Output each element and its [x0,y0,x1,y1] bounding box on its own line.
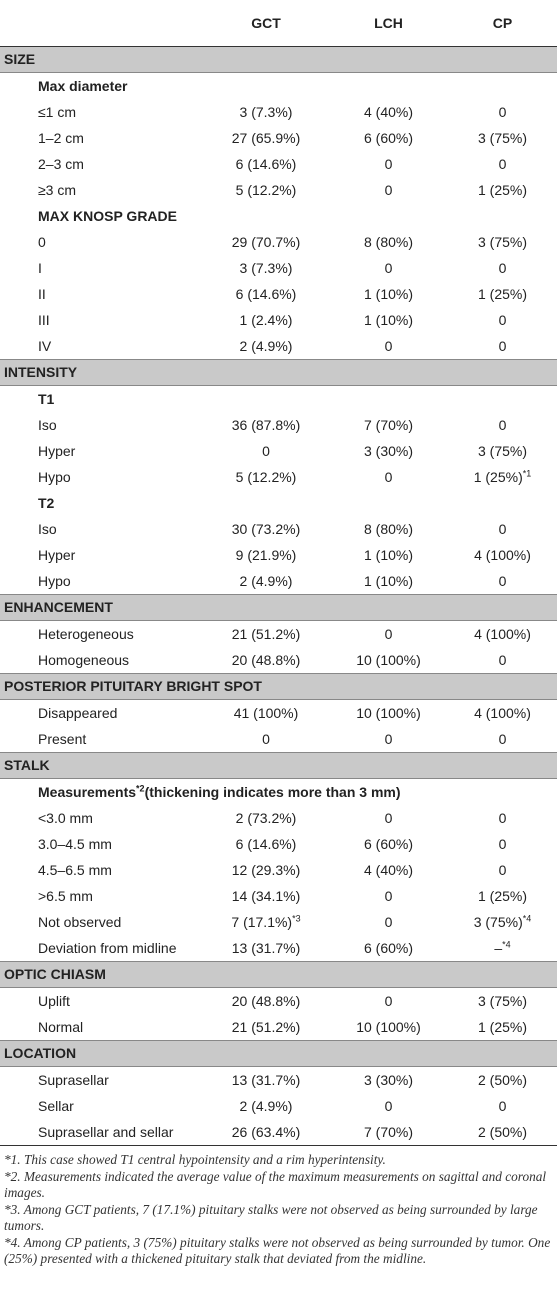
section-title: POSTERIOR PITUITARY BRIGHT SPOT [0,674,557,700]
row-label: Sellar [38,1098,74,1114]
cell-lch [329,805,448,831]
cell-gct [203,1014,329,1041]
footnote-marker: *4 [522,913,532,924]
cell-value: 1 (25%) [473,469,523,485]
cell-cp [448,805,557,831]
cell-cp [448,1067,557,1094]
cell-value: 7 (17.1%) [231,914,293,930]
cell-gct [203,1093,329,1119]
subsection-label: T1 [38,391,55,407]
row-label: 0 [38,234,46,250]
cell-value: 0 [384,626,393,642]
row-label: Not observed [38,914,122,930]
table-row [0,542,557,568]
cell-value: 7 (70%) [363,1124,414,1140]
cell-value: 8 (80%) [363,234,414,250]
cell-value: 0 [262,443,270,459]
table-row [0,333,557,360]
section-header-row [0,753,557,779]
cell-gct [203,255,329,281]
cell-value: 1 (10%) [363,312,414,328]
cell-value: 21 (51.2%) [231,1019,301,1035]
section-title: LOCATION [0,1041,557,1067]
table-row [0,568,557,595]
table-row [0,412,557,438]
cell-value: 21 (51.2%) [231,626,301,642]
footnote-text: *3. Among GCT patients, 7 (17.1%) pituitary stalks were not observed as being surrounded by large tumors. [4,1202,538,1233]
cell-lch [329,438,448,464]
cell-value: 10 (100%) [356,705,421,721]
cell-gct [203,831,329,857]
cell-lch [329,412,448,438]
section-title: ENHANCEMENT [0,595,557,621]
cell-cp [448,700,557,727]
cell-lch [329,1067,448,1094]
cell-gct [203,726,329,753]
cell-value: 1 (10%) [363,573,414,589]
table-row [0,438,557,464]
footnote-marker: *2 [136,783,145,794]
cell-value: 3 (30%) [363,443,414,459]
cell-lch [329,857,448,883]
cell-value: 0 [384,469,393,485]
cell-lch [329,568,448,595]
table-row [0,1014,557,1041]
section-header-row [0,962,557,988]
cell-value: 29 (70.7%) [231,234,301,250]
cell-gct [203,647,329,674]
cell-value: 10 (100%) [356,1019,421,1035]
cell-value: 13 (31.7%) [231,940,301,956]
cell-gct [203,857,329,883]
table-row [0,935,557,962]
cell-value: 26 (63.4%) [231,1124,301,1140]
cell-cp [448,281,557,307]
cell-value: 12 (29.3%) [231,862,301,878]
table-row [0,1119,557,1146]
cell-value: 0 [262,731,270,747]
row-label: Normal [38,1019,84,1035]
cell-cp [448,516,557,542]
footnote-marker: *1 [522,468,532,479]
cell-value: 0 [384,156,393,172]
row-label: ≥3 cm [38,182,77,198]
cell-value: 1 (25%) [477,1019,528,1035]
cell-lch [329,831,448,857]
cell-gct [203,99,329,125]
cell-value: 20 (48.8%) [231,993,301,1009]
cell-value: 4 (100%) [474,705,531,721]
cell-lch [329,333,448,360]
table-body [0,47,557,1146]
cell-gct [203,1119,329,1146]
row-label: 3.0–4.5 mm [38,836,112,852]
cell-gct [203,229,329,255]
cell-lch [329,1093,448,1119]
cell-value: 3 (30%) [363,1072,414,1088]
footnote-text: *1. This case showed T1 central hypointensity and a rim hyperintensity. [4,1152,386,1167]
table-row [0,281,557,307]
cell-value: 8 (80%) [363,521,414,537]
cell-value: 0 [498,731,507,747]
section-header-row [0,360,557,386]
subsection-row [0,490,557,516]
cell-value: 0 [498,836,507,852]
cell-cp [448,542,557,568]
cell-cp [448,177,557,203]
cell-cp [448,621,557,648]
subsection-title [0,490,557,516]
cell-value: 2 (4.9%) [239,338,293,354]
row-label: Hypo [38,469,71,485]
cell-value: 0 [384,182,393,198]
cell-value: 5 (12.2%) [235,469,297,485]
cell-value: 7 (70%) [363,417,414,433]
cell-cp [448,151,557,177]
cell-lch [329,307,448,333]
cell-value: 0 [384,888,393,904]
cell-value: 0 [384,993,393,1009]
cell-value: 6 (14.6%) [235,836,297,852]
cell-value: 36 (87.8%) [231,417,301,433]
cell-gct [203,621,329,648]
row-label: Present [38,731,87,747]
cell-value: 0 [498,417,507,433]
cell-cp [448,1014,557,1041]
cell-cp [448,647,557,674]
section-title: INTENSITY [0,360,557,386]
cell-value: 27 (65.9%) [231,130,301,146]
footnote-marker: *3 [292,913,301,924]
row-label: I [38,260,42,276]
subsection-row [0,779,557,806]
table-row [0,857,557,883]
cell-value: 2 (4.9%) [239,1098,293,1114]
cell-cp [448,1093,557,1119]
cell-value: 4 (40%) [363,104,414,120]
table-row [0,1067,557,1094]
cell-value: 3 (75%) [473,914,523,930]
cell-cp [448,412,557,438]
cell-value: – [494,940,503,956]
cell-lch [329,1119,448,1146]
cell-cp [448,831,557,857]
table-row [0,307,557,333]
cell-value: 30 (73.2%) [231,521,301,537]
table-row [0,621,557,648]
cell-value: 3 (75%) [477,993,528,1009]
cell-value: 0 [384,338,393,354]
row-label: Hyper [38,547,76,563]
row-label: 4.5–6.5 mm [38,862,112,878]
row-label: Suprasellar and sellar [0,1119,203,1146]
cell-value: 1 (25%) [477,182,528,198]
cell-value: 6 (14.6%) [235,156,297,172]
subsection-row [0,73,557,100]
footnote-text: *2. Measurements indicated the average value of the maximum measurements on sagittal and coronal images. [4,1169,547,1200]
table-row [0,883,557,909]
cell-value: 0 [384,914,393,930]
cell-cp [448,909,557,935]
cell-lch [329,935,448,962]
table-row [0,831,557,857]
header-gct: GCT [203,0,329,47]
cell-cp [448,99,557,125]
cell-value: 0 [498,521,507,537]
row-label: Uplift [38,993,70,1009]
row-label: 2–3 cm [38,156,84,172]
table-row [0,464,557,490]
cell-cp [448,333,557,360]
header-cp: CP [448,0,557,47]
section-header-row [0,595,557,621]
footnote-text: *4. Among CP patients, 3 (75%) pituitary stalks were not observed as being surrounded by tumor. One (25%) presented with a thickened pituitary stalk that deviated from the midline. [4,1235,551,1266]
cell-value: 0 [498,312,507,328]
cell-value: 9 (21.9%) [235,547,297,563]
cell-gct [203,177,329,203]
subsection-title [0,779,557,806]
cell-gct [203,935,329,962]
row-label: II [38,286,46,302]
cell-value: 1 (25%) [477,888,528,904]
cell-value: 1 (25%) [477,286,528,302]
row-label: Hyper [38,443,76,459]
cell-value: 6 (14.6%) [235,286,297,302]
cell-value: 0 [498,862,507,878]
row-label: <3.0 mm [38,810,93,826]
cell-gct [203,805,329,831]
row-label: Disappeared [38,705,118,721]
table-row [0,125,557,151]
section-header-row [0,47,557,73]
cell-gct [203,438,329,464]
row-label: Iso [38,417,57,433]
cell-lch [329,255,448,281]
cell-cp [448,988,557,1015]
cell-value: 0 [384,810,393,826]
subsection-label: Max diameter [38,78,128,94]
table-row [0,700,557,727]
row-label: Homogeneous [38,652,130,668]
row-label: III [38,312,50,328]
row-label: IV [38,338,52,354]
row-label: ≤1 cm [38,104,77,120]
cell-gct [203,464,329,490]
subsection-title [0,203,557,229]
row-label: Deviation from midline [38,940,177,956]
subsection-label: Measurements [38,784,137,800]
section-title: OPTIC CHIASM [0,962,557,988]
cell-gct [203,700,329,727]
subsection-note: (thickening indicates more than 3 mm) [144,784,401,800]
cell-value: 0 [498,1098,507,1114]
cell-cp [448,464,557,490]
cell-lch [329,281,448,307]
table-row [0,1093,557,1119]
subsection-row [0,386,557,413]
cell-value: 1 (10%) [363,286,414,302]
header-blank [0,0,203,47]
cell-lch [329,177,448,203]
cell-value: 0 [498,810,507,826]
cell-lch [329,464,448,490]
cell-lch [329,700,448,727]
cell-value: 3 (7.3%) [239,104,293,120]
cell-value: 6 (60%) [363,940,414,956]
cell-value: 2 (50%) [477,1124,528,1140]
cell-value: 5 (12.2%) [235,182,297,198]
cell-gct [203,281,329,307]
table-row [0,909,557,935]
cell-lch [329,125,448,151]
cell-gct [203,883,329,909]
cell-cp [448,125,557,151]
cell-value: 6 (60%) [363,130,414,146]
section-header-row [0,1041,557,1067]
cell-gct [203,412,329,438]
cell-gct [203,568,329,595]
cell-lch [329,647,448,674]
cell-lch [329,726,448,753]
cell-lch [329,516,448,542]
cell-lch [329,542,448,568]
cell-gct [203,909,329,935]
cell-value: 0 [498,104,507,120]
cell-value: 0 [498,260,507,276]
row-label: Iso [38,521,57,537]
cell-value: 0 [498,156,507,172]
cell-gct [203,125,329,151]
cell-cp [448,438,557,464]
cell-value: 4 (40%) [363,862,414,878]
cell-gct [203,542,329,568]
table-row [0,726,557,753]
cell-value: 4 (100%) [474,626,531,642]
table-row [0,805,557,831]
subsection-row [0,203,557,229]
cell-lch [329,1014,448,1041]
table-row [0,647,557,674]
cell-lch [329,883,448,909]
cell-lch [329,988,448,1015]
cell-value: 2 (73.2%) [235,810,297,826]
cell-value: 10 (100%) [356,652,421,668]
cell-value: 3 (7.3%) [239,260,293,276]
cell-cp [448,307,557,333]
cell-value: 0 [498,652,507,668]
cell-gct [203,151,329,177]
cell-lch [329,621,448,648]
footnote-marker: *4 [502,939,511,950]
subsection-title [0,386,557,413]
table-row [0,99,557,125]
cell-value: 20 (48.8%) [231,652,301,668]
table-row [0,177,557,203]
cell-gct [203,333,329,360]
cell-lch [329,909,448,935]
row-label: 1–2 cm [38,130,84,146]
cell-cp [448,857,557,883]
cell-value: 0 [498,573,507,589]
cell-value: 2 (50%) [477,1072,528,1088]
cell-value: 6 (60%) [363,836,414,852]
cell-value: 14 (34.1%) [231,888,301,904]
subsection-title [0,73,557,100]
cell-cp [448,726,557,753]
table-row [0,988,557,1015]
cell-lch [329,229,448,255]
row-label: Suprasellar [38,1072,109,1088]
cell-cp [448,883,557,909]
cell-cp [448,255,557,281]
cell-value: 0 [384,260,393,276]
cell-cp [448,229,557,255]
section-title: STALK [0,753,557,779]
table-row [0,151,557,177]
cell-value: 0 [498,338,507,354]
header-row [0,0,557,47]
cell-gct [203,516,329,542]
cell-gct [203,988,329,1015]
row-label: Heterogeneous [38,626,134,642]
row-label: Hypo [38,573,71,589]
cell-cp [448,568,557,595]
cell-value: 2 (4.9%) [239,573,293,589]
subsection-label: T2 [38,495,55,511]
table-row [0,229,557,255]
cell-lch [329,151,448,177]
cell-lch [329,99,448,125]
footnotes [0,1146,557,1267]
cell-value: 4 (100%) [474,547,531,563]
section-header-row [0,674,557,700]
table-row [0,255,557,281]
table-row [0,516,557,542]
cell-value: 0 [384,731,393,747]
cell-value: 0 [384,1098,393,1114]
cell-value: 3 (75%) [477,130,528,146]
cell-value: 13 (31.7%) [231,1072,301,1088]
cell-value: 3 (75%) [477,234,528,250]
cell-cp [448,1119,557,1146]
header-lch: LCH [329,0,448,47]
subsection-label: MAX KNOSP GRADE [38,208,177,224]
section-title: SIZE [0,47,557,73]
cell-cp [448,935,557,962]
row-label: >6.5 mm [38,888,93,904]
cell-gct [203,1067,329,1094]
cell-value: 1 (2.4%) [239,312,293,328]
cell-value: 1 (10%) [363,547,414,563]
cell-gct [203,307,329,333]
cell-value: 3 (75%) [477,443,528,459]
cell-value: 41 (100%) [233,705,299,721]
